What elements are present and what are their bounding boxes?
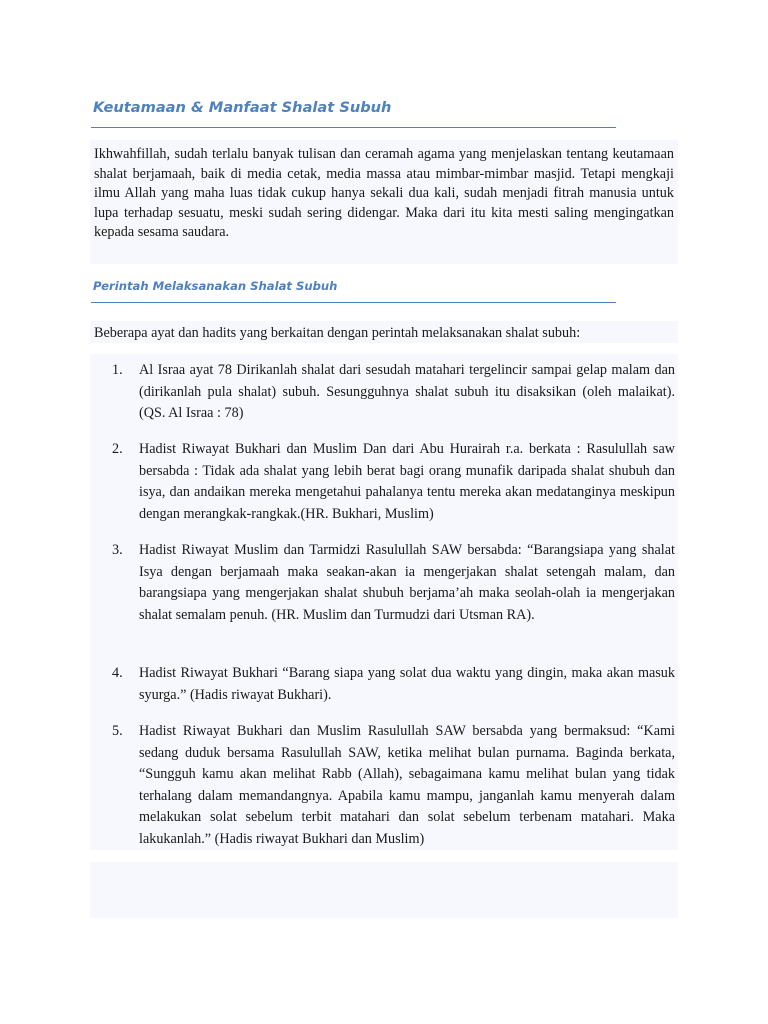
list-item-text: Hadist Riwayat Bukhari “Barang siapa yang solat dua waktu yang dingin, maka akan masuk syurga.” (Hadis riwayat Bukhari).	[139, 665, 675, 703]
list-item-number: 1.	[112, 362, 123, 378]
title-underline	[91, 127, 616, 128]
list-item-number: 2.	[112, 441, 123, 457]
section-title: Perintah Melaksanakan Shalat Subuh	[93, 279, 338, 293]
list-item-number: 5.	[112, 723, 123, 739]
list-item-number: 4.	[112, 665, 123, 681]
intro-paragraph: Ikhwahfillah, sudah terlalu banyak tulisan dan ceramah agama yang menjelaskan tentang keutamaan shalat berjamaah, baik di media cetak, media massa atau mimbar-mimbar masjid. Tetapi mengkaji ilmu Allah yang maha luas tidak cukup hanya sekali dua kali, sudah menjadi fitrah manusia untuk lupa terhadap sesuatu, meski sudah sering didengar. Maka dari itu kita mesti saling mengingatkan kepada sesama saudara.	[94, 146, 674, 241]
list-item-text: Hadist Riwayat Bukhari dan Muslim Rasulullah SAW bersabda yang bermaksud: “Kami sedang duduk bersama Rasulullah SAW, ketika melihat bulan purnama. Baginda berkata, “Sungguh kamu akan melihat Rabb (Allah), sebagaimana kamu melihat bulan yang tidak terhalang dalam memandangnya. Apabila kamu mampu, janganlah kamu menyerah dalam melakukan solat sebelum terbit matahari dan solat sebelum terbenam matahari. Maka lakukanlah.” (Hadis riwayat Bukhari dan Muslim)	[139, 723, 675, 847]
document-title: Keutamaan & Manfaat Shalat Subuh	[93, 99, 392, 116]
list-item-number: 3.	[112, 542, 123, 558]
empty-paragraph-background	[90, 862, 678, 918]
list-item-text: Hadist Riwayat Muslim dan Tarmidzi Rasulullah SAW bersabda: “Barangsiapa yang shalat Isya dengan berjamaah maka seakan-akan ia mengerjakan shalat setengah malam, dan barangsiapa yang mengerjakan shalat shubuh berjama’ah maka seolah-olah ia mengerjakan shalat semalam penuh. (HR. Muslim dan Turmudzi dari Utsman RA).	[139, 542, 675, 623]
section-underline	[91, 302, 616, 303]
section-lead: Beberapa ayat dan hadits yang berkaitan dengan perintah melaksanakan shalat subuh:	[94, 325, 581, 341]
list-item-text: Hadist Riwayat Bukhari dan Muslim Dan dari Abu Hurairah r.a. berkata : Rasulullah saw bersabda : Tidak ada shalat yang lebih berat bagi orang munafik daripada shalat shubuh dan isya, dan andaikan mereka mengetahui pahalanya tentu mereka akan medatanginya meskipun dengan merangkak-rangkak.(HR. Bukhari, Muslim)	[139, 441, 675, 522]
list-item-text: Al Israa ayat 78 Dirikanlah shalat dari sesudah matahari tergelincir sampai gelap malam dan (dirikanlah pula shalat) subuh. Sesungguhnya shalat subuh itu disaksikan (oleh malaikat). (QS. Al Israa : 78)	[139, 362, 675, 421]
